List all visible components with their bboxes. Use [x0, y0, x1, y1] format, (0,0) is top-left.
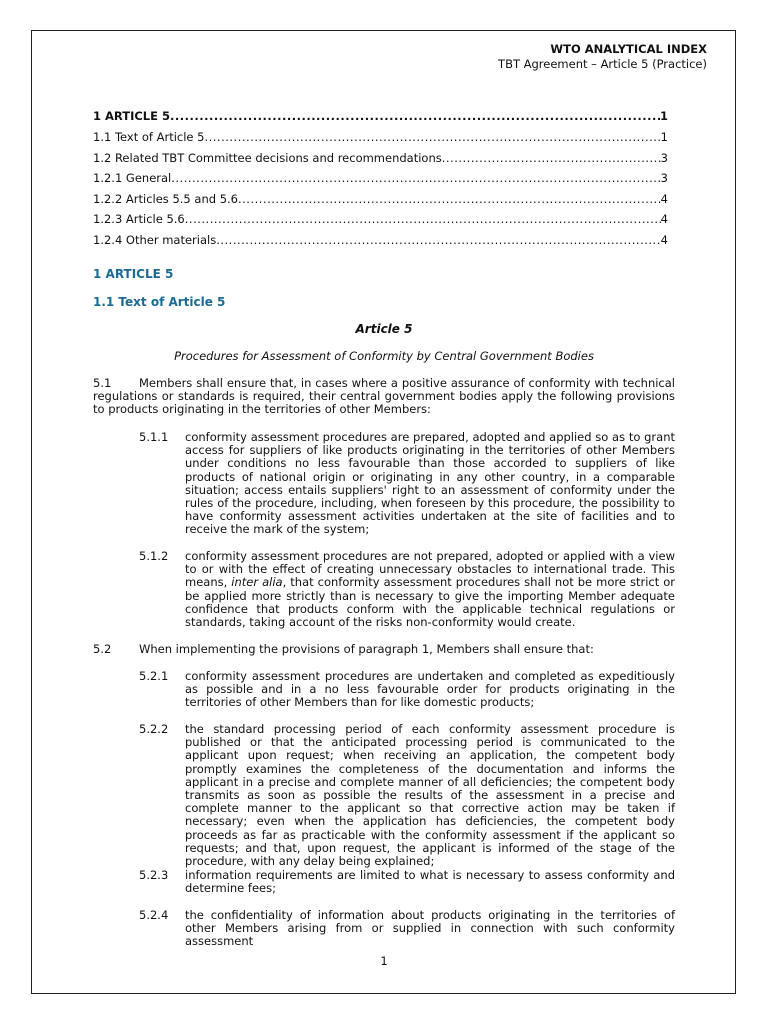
header-subtitle: TBT Agreement – Article 5 (Practice) [498, 57, 707, 71]
paragraph: When implementing the provisions of paragraph 1, Members shall ensure that: [139, 642, 594, 656]
toc-label: 1.2.1 General [93, 171, 172, 185]
toc-entry[interactable] [93, 230, 668, 250]
page-number: 1 [380, 954, 388, 968]
article-title: Article 5 [355, 322, 413, 336]
toc-label: 1.2 Related TBT Committee decisions and recommendations [93, 151, 442, 165]
paragraph: conformity assessment procedures are prepared, adopted and applied so as to grant access for suppliers of like products originating in the territories of other Members under conditions no less favourable than those accorded to suppliers of like products of national origin or originating in any other country, in a comparable situation; access entails suppliers' right to an assessment of conformity under the rules of the procedure, including, when foreseen by this procedure, the possibility to have conformity assessment activities undertaken at the site of facilities and to receive the mark of the system; [185, 430, 675, 537]
toc-label: 1 ARTICLE 5 [93, 109, 170, 123]
paragraph: conformity assessment procedures are not prepared, adopted or applied with a view to or with the effect of creating unnecessary obstacles to international trade. This means, inter alia, that conformity assessment procedures shall not be more strict or be applied more strictly than is necessary to give the importing Member adequate confidence that products conform with the applicable technical regulations or standards, taking account of the risks non-conformity would create. [185, 549, 675, 630]
toc-entry[interactable] [93, 106, 668, 126]
paragraph: the standard processing period of each conformity assessment procedure is published or that the anticipated processing period is communicated to the applicant upon request; when receiving an application, the competent body promptly examines the completeness of the documentation and informs the applicant in a precise and complete manner of all deficiencies; the competent body transmits as soon as possible the results of the assessment in a precise and complete manner to the applicant so that corrective action may be taken if necessary; even when the application has deficiencies, the competent body proceeds as far as practicable with the conformity assessment if the applicant so requests; and that, upon request, the applicant is informed of the stage of the procedure, with any delay being explained; [185, 722, 675, 869]
para-number: 5.2.3 [139, 868, 169, 882]
toc-entry[interactable] [93, 127, 668, 147]
para-number: 5.2.1 [139, 669, 169, 683]
toc-page: 4 [660, 192, 668, 206]
para-number: 5.2.4 [139, 908, 169, 922]
toc-page: 3 [660, 151, 668, 165]
para-number: 5.1.2 [139, 549, 169, 563]
para-number: 5.2 [93, 642, 112, 656]
toc-label: 1.2.3 Article 5.6 [93, 212, 185, 226]
toc-label: 1.2.2 Articles 5.5 and 5.6 [93, 192, 238, 206]
subsection-heading: 1.1 Text of Article 5 [93, 295, 226, 309]
paragraph: the confidentiality of information about products originating in the territories of other Members arising from or supplied in connection with such conformity assessment [185, 908, 675, 949]
para-number: 5.2.2 [139, 722, 169, 736]
paragraph: conformity assessment procedures are undertaken and completed as expeditiously as possible and in a no less favourable order for products originating in the territories of other Members than for like domestic products; [185, 669, 675, 710]
header-title: WTO ANALYTICAL INDEX [550, 42, 707, 56]
toc-page: 1 [659, 109, 668, 123]
para-number: 5.1 [93, 376, 112, 390]
paragraph: information requirements are limited to what is necessary to assess conformity and determine fees; [185, 868, 675, 896]
toc-entry[interactable] [93, 148, 668, 168]
toc-entry[interactable] [93, 209, 668, 229]
toc-page: 4 [660, 212, 668, 226]
toc-label: 1.1 Text of Article 5 [93, 130, 205, 144]
paragraph: Members shall ensure that, in cases where a positive assurance of conformity with technical regulations or standards is required, their central government bodies apply the following provisions to products originating in the territories of other Members: [93, 376, 675, 417]
toc-entry[interactable] [93, 168, 668, 188]
toc-entry[interactable] [93, 189, 668, 209]
page-header [498, 42, 707, 72]
toc-page: 3 [660, 171, 668, 185]
toc-label: 1.2.4 Other materials [93, 233, 217, 247]
section-heading: 1 ARTICLE 5 [93, 267, 174, 281]
toc-page: 4 [660, 233, 668, 247]
article-subtitle: Procedures for Assessment of Conformity by Central Government Bodies [174, 349, 594, 363]
toc-page: 1 [660, 130, 668, 144]
para-number: 5.1.1 [139, 430, 169, 444]
